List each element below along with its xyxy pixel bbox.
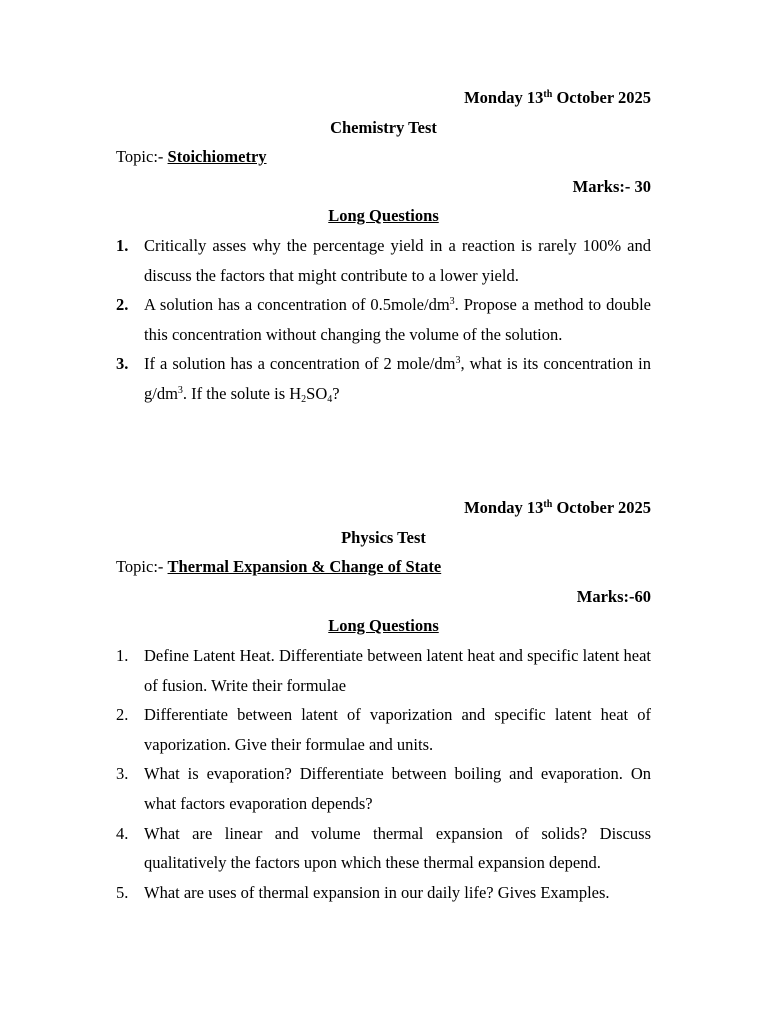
subscript: 2	[301, 393, 307, 405]
question-number: 1.	[116, 235, 129, 255]
topic-label: Topic:-	[116, 147, 168, 167]
topic-value: Thermal Expansion & Change of State	[167, 557, 442, 577]
question-list	[116, 641, 651, 907]
topic-label: Topic:-	[116, 557, 168, 577]
question-text-part: . If the solute is H	[182, 383, 302, 403]
question-text: Define Latent Heat. Differentiate between latent heat and specific latent heat of fusion. Write their formulae	[144, 645, 651, 695]
question-text-part: . Propose a method to double this concentration without changing the volume of the solution.	[144, 295, 651, 344]
marks-label: Marks:-60	[576, 586, 651, 606]
question-number: 2.	[116, 705, 129, 725]
section-heading: Long Questions	[328, 206, 439, 226]
question-number: 3.	[116, 354, 129, 374]
date-day: Monday 13	[464, 88, 544, 107]
physics-test-section	[116, 493, 651, 907]
question-number: 1.	[116, 645, 129, 665]
question-text-part: , what is its concentration in g/dm	[144, 354, 651, 403]
question-text-part: A solution has a concentration of 0.5mole/dm	[144, 295, 450, 315]
question-list	[116, 231, 651, 409]
date-ordinal-suffix: th	[543, 499, 553, 510]
question-text: What are uses of thermal expansion in our daily life? Gives Examples.	[144, 882, 610, 902]
question-item	[116, 290, 651, 349]
test-title: Chemistry Test	[330, 117, 437, 137]
question-text-part: If a solution has a concentration of 2 mole/dm	[144, 354, 456, 374]
date-month-year: October 2025	[552, 498, 651, 517]
test-date	[116, 83, 651, 113]
question-text-part: ?	[332, 383, 340, 403]
question-text: Critically asses why the percentage yield in a reaction is rarely 100% and discuss the factors that might contribute to a lower yield.	[144, 235, 651, 285]
question-text	[144, 354, 651, 403]
superscript: 3	[449, 296, 455, 308]
superscript: 3	[177, 384, 183, 396]
question-number: 3.	[116, 764, 129, 784]
question-item	[116, 641, 651, 700]
question-text: Differentiate between latent of vaporization and specific latent heat of vaporization. Give their formulae and units.	[144, 705, 651, 754]
date-day: Monday 13	[464, 498, 544, 517]
question-item	[116, 349, 651, 408]
subscript: 4	[327, 393, 333, 405]
chemistry-test-section	[116, 83, 651, 409]
question-item	[116, 231, 651, 290]
topic-value: Stoichiometry	[167, 147, 267, 167]
question-item	[116, 759, 651, 818]
question-item	[116, 878, 651, 908]
question-number: 5.	[116, 882, 129, 902]
question-text: What is evaporation? Differentiate between boiling and evaporation. On what factors evaporation depends?	[144, 764, 651, 813]
question-text: What are linear and volume thermal expansion of solids? Discuss qualitatively the factors upon which these thermal expansion depend.	[144, 823, 651, 873]
date-ordinal-suffix: th	[543, 89, 553, 100]
question-number: 4.	[116, 823, 129, 843]
topic-line	[116, 142, 651, 172]
section-heading: Long Questions	[328, 616, 439, 636]
test-date	[116, 493, 651, 523]
question-text	[144, 295, 651, 344]
test-title: Physics Test	[341, 527, 426, 547]
topic-line	[116, 552, 651, 582]
question-number: 2.	[116, 295, 129, 315]
question-text-part: SO	[306, 383, 328, 403]
superscript: 3	[455, 355, 461, 367]
question-item	[116, 819, 651, 878]
date-month-year: October 2025	[552, 88, 651, 107]
question-item	[116, 700, 651, 759]
marks-label: Marks:- 30	[572, 176, 651, 196]
